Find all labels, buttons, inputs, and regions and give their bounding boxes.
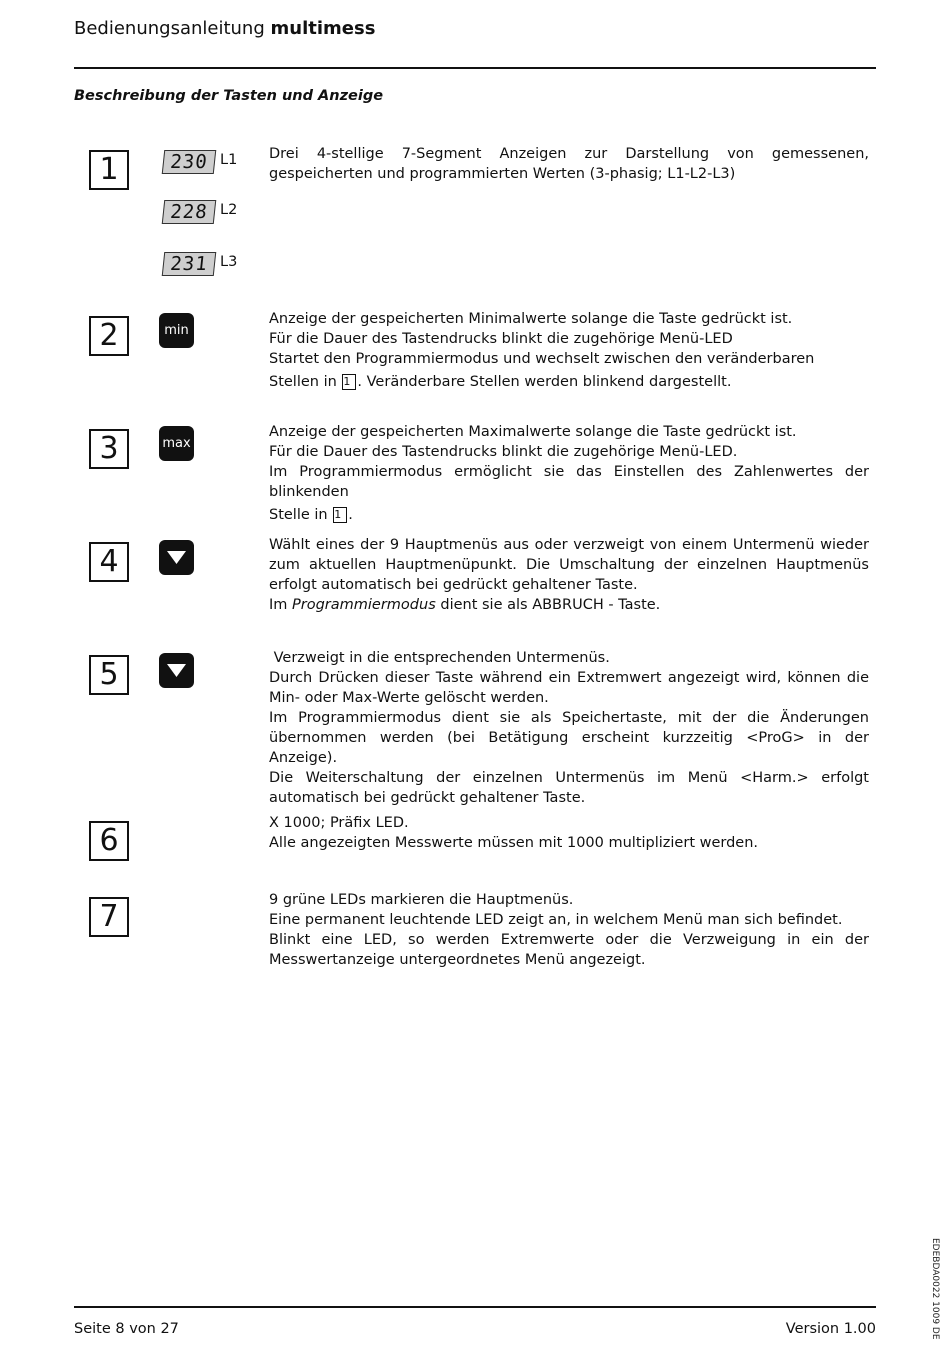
- item-4-description: [269, 535, 869, 615]
- item-7-description: [269, 890, 869, 970]
- document-header-title: [74, 18, 375, 39]
- item-3-ref-box: 1: [333, 507, 347, 523]
- item-2-line-2: Für die Dauer des Tastendrucks blinkt die zugehörige Menü-LED: [269, 331, 733, 347]
- item-number-4: 4: [89, 542, 129, 582]
- item-number-6: 6: [89, 821, 129, 861]
- item-3-line-4: [269, 505, 869, 525]
- section-title: Beschreibung der Tasten und Anzeige: [74, 88, 384, 104]
- item-5-line-2: Durch Drücken dieser Taste während ein Extremwert angezeigt wird, können die Min- oder Max-Werte gelöscht werden.: [269, 670, 869, 706]
- item-2-line-4: [269, 372, 869, 392]
- item-number-2: 2: [89, 316, 129, 356]
- display-l3: 231: [162, 252, 217, 276]
- item-5-line-4: Die Weiterschaltung der einzelnen Untermenüs im Menü <Harm.> erfolgt automatisch bei gedrückt gehaltener Taste.: [269, 770, 869, 806]
- item-1-text: Drei 4-stellige 7-Segment Anzeigen zur Darstellung von gemessenen, gespeicherten und programmierten Werten (3-phasig; L1-L2-L3): [269, 146, 869, 182]
- item-4-text-2: [269, 595, 869, 615]
- item-2-ref-post: . Veränderbare Stellen werden blinkend dargestellt.: [357, 374, 732, 390]
- item-6-description: [269, 813, 869, 853]
- item-6-line-2: Alle angezeigten Messwerte müssen mit 1000 multipliziert werden.: [269, 835, 759, 851]
- item-3-line-2: Für die Dauer des Tastendrucks blinkt die zugehörige Menü-LED.: [269, 444, 738, 460]
- item-4-text-1: Wählt eines der 9 Hauptmenüs aus oder verzweigt von einem Untermenü wieder zum aktuellen Hauptmenüpunkt. Die Umschaltung der einzelnen Hauptmenüs erfolgt automatisch bei gedrückt gehaltener Taste.: [269, 537, 869, 593]
- item-6-line-1: X 1000; Präfix LED.: [269, 815, 409, 831]
- footer-page-number: Seite 8 von 27: [74, 1321, 179, 1337]
- item-4-text-2-em: Programmiermodus: [292, 597, 436, 613]
- arrow-down-key-icon: [159, 540, 194, 575]
- item-5-description: [269, 648, 869, 808]
- footer-rule: [74, 1306, 876, 1308]
- footer-version: Version 1.00: [785, 1321, 876, 1337]
- item-7-line-1: 9 grüne LEDs markieren die Hauptmenüs.: [269, 892, 574, 908]
- item-7-line-2: Eine permanent leuchtende LED zeigt an, in welchem Menü man sich befindet.: [269, 912, 843, 928]
- item-number-3: 3: [89, 429, 129, 469]
- item-2-ref-pre: Stellen in: [269, 374, 337, 390]
- display-label-l1: L1: [220, 152, 238, 168]
- display-l1: 230: [162, 150, 217, 174]
- display-l2: 228: [162, 200, 217, 224]
- item-2-description: [269, 309, 869, 392]
- item-number-1: 1: [89, 150, 129, 190]
- item-1-description: [269, 144, 869, 184]
- item-4-text-2-pre: Im: [269, 597, 288, 613]
- item-7-line-3: Blinkt eine LED, so werden Extremwerte oder die Verzweigung in ein der Messwertanzeige untergeordnetes Menü angezeigt.: [269, 932, 869, 968]
- item-2-ref-box: 1: [342, 374, 356, 390]
- item-2-line-1: Anzeige der gespeicherten Minimalwerte solange die Taste gedrückt ist.: [269, 311, 793, 327]
- item-5-line-3: Im Programmiermodus dient sie als Speichertaste, mit der die Änderungen übernommen werden (bei Betätigung erscheint kurzzeitig <ProG> in der Anzeige).: [269, 710, 869, 766]
- header-rule: [74, 67, 876, 69]
- min-key-icon: min: [159, 313, 194, 348]
- item-3-ref-pre: Stelle in: [269, 507, 328, 523]
- item-2-line-3: Startet den Programmiermodus und wechselt zwischen den veränderbaren: [269, 351, 815, 367]
- display-label-l3: L3: [220, 254, 238, 270]
- item-5-line-1: Verzweigt in die entsprechenden Untermenüs.: [269, 650, 610, 666]
- item-3-line-3: Im Programmiermodus ermöglicht sie das Einstellen des Zahlenwertes der blinkenden: [269, 464, 869, 500]
- display-label-l2: L2: [220, 202, 238, 218]
- max-key-icon: max: [159, 426, 194, 461]
- header-title-product: multimess: [270, 18, 376, 39]
- item-3-description: [269, 422, 869, 525]
- header-title-prefix: Bedienungsanleitung: [74, 18, 265, 39]
- item-3-ref-post: .: [348, 507, 353, 523]
- item-number-7: 7: [89, 897, 129, 937]
- document-code: EDEBDA0022 1009 DE: [930, 1238, 940, 1340]
- arrow-down-key-icon: [159, 653, 194, 688]
- item-4-text-2-post: dient sie als ABBRUCH - Taste.: [440, 597, 661, 613]
- item-3-line-1: Anzeige der gespeicherten Maximalwerte solange die Taste gedrückt ist.: [269, 424, 797, 440]
- item-number-5: 5: [89, 655, 129, 695]
